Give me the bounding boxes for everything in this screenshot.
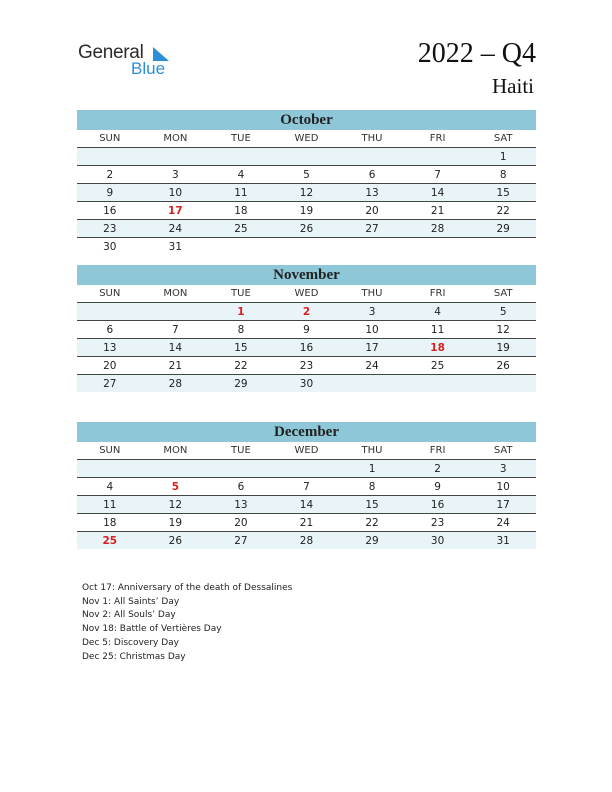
- day-cell: 2: [405, 460, 471, 478]
- generalblue-logo: [78, 40, 188, 82]
- day-cell: 21: [405, 202, 471, 220]
- day-cell: 26: [274, 220, 340, 238]
- weekday-header: SUN: [77, 130, 143, 148]
- day-cell: 8: [470, 166, 536, 184]
- day-cell: 15: [470, 184, 536, 202]
- day-cell: 9: [274, 321, 340, 339]
- weekday-row: [77, 442, 536, 460]
- weekday-header: FRI: [405, 130, 471, 148]
- week-row: [77, 532, 536, 550]
- day-cell: 23: [405, 514, 471, 532]
- day-cell: 11: [405, 321, 471, 339]
- day-cell: 15: [339, 496, 405, 514]
- weekday-header: FRI: [405, 442, 471, 460]
- day-cell: 4: [208, 166, 274, 184]
- day-cell: 20: [339, 202, 405, 220]
- day-cell: 22: [208, 357, 274, 375]
- day-cell: 20: [208, 514, 274, 532]
- day-cell: 17: [470, 496, 536, 514]
- day-cell: 26: [143, 532, 209, 550]
- day-cell: 9: [77, 184, 143, 202]
- day-cell: 23: [274, 357, 340, 375]
- weekday-row: [77, 285, 536, 303]
- day-cell: 7: [274, 478, 340, 496]
- day-cell: 16: [274, 339, 340, 357]
- week-row: [77, 303, 536, 321]
- day-cell: 17: [339, 339, 405, 357]
- week-row: [77, 478, 536, 496]
- day-cell: 16: [77, 202, 143, 220]
- day-cell: 5: [274, 166, 340, 184]
- day-cell: [208, 148, 274, 166]
- day-cell: [470, 375, 536, 393]
- week-row: [77, 166, 536, 184]
- day-cell: 23: [77, 220, 143, 238]
- day-cell: 24: [470, 514, 536, 532]
- day-cell: 22: [470, 202, 536, 220]
- weekday-header: MON: [143, 442, 209, 460]
- day-cell: [208, 238, 274, 256]
- day-cell: 21: [274, 514, 340, 532]
- day-cell: 13: [339, 184, 405, 202]
- day-cell: 19: [274, 202, 340, 220]
- day-cell: [470, 238, 536, 256]
- day-cell: 25: [405, 357, 471, 375]
- day-cell: 7: [143, 321, 209, 339]
- day-cell: 7: [405, 166, 471, 184]
- day-cell: [405, 375, 471, 393]
- day-cell: 31: [168, 240, 183, 253]
- day-cell: 30: [103, 240, 117, 253]
- day-cell: [77, 460, 143, 478]
- month-name: October: [77, 110, 536, 130]
- day-cell: [143, 460, 209, 478]
- day-cell: 28: [143, 375, 209, 393]
- day-cell: 16: [405, 496, 471, 514]
- day-cell: 10: [339, 321, 405, 339]
- day-cell: 14: [274, 496, 340, 514]
- month-name: December: [77, 422, 536, 442]
- week-row: [77, 496, 536, 514]
- day-cell: 12: [274, 184, 340, 202]
- holiday-note: Nov 1: All Saints’ Day: [82, 596, 180, 607]
- day-cell: 14: [405, 184, 471, 202]
- day-cell: 26: [470, 357, 536, 375]
- day-cell: [143, 303, 209, 321]
- weekday-header: TUE: [208, 285, 274, 303]
- day-cell: 12: [143, 496, 209, 514]
- day-cell: 4: [77, 478, 143, 496]
- weekday-header: SAT: [470, 130, 536, 148]
- day-cell: 13: [208, 496, 274, 514]
- week-row: [77, 148, 536, 166]
- month-december: [77, 422, 536, 549]
- day-cell: 2: [274, 303, 340, 321]
- day-cell: [339, 238, 405, 256]
- day-cell: 21: [143, 357, 209, 375]
- day-cell: 11: [77, 496, 143, 514]
- day-cell: 13: [77, 339, 143, 357]
- day-cell: 5: [470, 303, 536, 321]
- day-cell: 29: [470, 220, 536, 238]
- holiday-note: Oct 17: Anniversary of the death of Dessalines: [82, 583, 293, 593]
- day-cell: 22: [339, 514, 405, 532]
- day-cell: 1: [339, 460, 405, 478]
- day-cell: 18: [77, 514, 143, 532]
- day-cell: 5: [143, 478, 209, 496]
- week-row: [77, 514, 536, 532]
- day-cell: [274, 460, 340, 478]
- weekday-header: THU: [339, 442, 405, 460]
- day-cell: 10: [470, 478, 536, 496]
- day-cell: 1: [470, 148, 536, 166]
- day-cell: 19: [143, 514, 209, 532]
- day-cell: 15: [208, 339, 274, 357]
- day-cell: [77, 303, 143, 321]
- day-cell: 6: [77, 321, 143, 339]
- day-cell: 24: [143, 220, 209, 238]
- holiday-note: Nov 18: Battle of Vertières Day: [82, 624, 222, 635]
- week-row: [77, 202, 536, 220]
- day-cell: 2: [77, 166, 143, 184]
- day-cell: 8: [339, 478, 405, 496]
- logo-blue-text: Blue: [131, 59, 166, 78]
- day-cell: 18: [405, 339, 471, 357]
- weekday-header: SAT: [470, 442, 536, 460]
- month-grid: [77, 442, 536, 549]
- holiday-note: Dec 25: Christmas Day: [82, 651, 186, 662]
- day-cell: 29: [208, 375, 274, 393]
- day-cell: 18: [208, 202, 274, 220]
- month-grid: [77, 130, 536, 255]
- day-cell: [405, 238, 471, 256]
- day-cell: 27: [339, 220, 405, 238]
- day-cell: 10: [143, 184, 209, 202]
- day-cell: 4: [405, 303, 471, 321]
- day-cell: 31: [470, 532, 536, 550]
- weekday-header: TUE: [208, 130, 274, 148]
- day-cell: [208, 460, 274, 478]
- day-cell: 25: [77, 532, 143, 550]
- weekday-header: TUE: [208, 442, 274, 460]
- day-cell: 27: [77, 375, 143, 393]
- country-subtitle: Haiti: [492, 74, 534, 98]
- holiday-note: Dec 5: Discovery Day: [82, 637, 179, 648]
- weekday-header: SAT: [470, 285, 536, 303]
- day-cell: 19: [470, 339, 536, 357]
- day-cell: [77, 148, 143, 166]
- day-cell: 17: [143, 202, 209, 220]
- weekday-header: WED: [274, 442, 340, 460]
- holiday-notes: [82, 582, 292, 664]
- week-row: [77, 460, 536, 478]
- day-cell: 25: [208, 220, 274, 238]
- day-cell: [405, 148, 471, 166]
- weekday-header: SUN: [77, 442, 143, 460]
- week-row: [77, 375, 536, 393]
- day-cell: 3: [143, 166, 209, 184]
- day-cell: 9: [405, 478, 471, 496]
- weekday-header: FRI: [405, 285, 471, 303]
- day-cell: 30: [274, 375, 340, 393]
- month-name: November: [77, 265, 536, 285]
- day-cell: [274, 148, 340, 166]
- day-cell: 12: [470, 321, 536, 339]
- logo-general-text: General: [78, 42, 144, 63]
- holiday-note: Nov 2: All Souls’ Day: [82, 610, 176, 621]
- weekday-header: WED: [274, 130, 340, 148]
- day-cell: 8: [208, 321, 274, 339]
- day-cell: [339, 148, 405, 166]
- weekday-header: MON: [143, 130, 209, 148]
- day-cell: 29: [339, 532, 405, 550]
- day-cell: 3: [470, 460, 536, 478]
- day-cell: [274, 238, 340, 256]
- day-cell: 20: [77, 357, 143, 375]
- day-cell: 14: [143, 339, 209, 357]
- day-cell: 3: [339, 303, 405, 321]
- weekday-header: THU: [339, 285, 405, 303]
- day-cell: 28: [274, 532, 340, 550]
- week-row: [77, 321, 536, 339]
- week-row: [77, 184, 536, 202]
- month-grid: [77, 285, 536, 392]
- week-row: [77, 238, 536, 256]
- day-cell: 24: [339, 357, 405, 375]
- week-row: [77, 357, 536, 375]
- day-cell: 6: [208, 478, 274, 496]
- month-november: [77, 265, 536, 392]
- weekday-row: [77, 130, 536, 148]
- day-cell: 27: [208, 532, 274, 550]
- day-cell: 11: [208, 184, 274, 202]
- weekday-header: WED: [274, 285, 340, 303]
- weekday-header: MON: [143, 285, 209, 303]
- weekday-header: SUN: [77, 285, 143, 303]
- day-cell: [339, 375, 405, 393]
- day-cell: 30: [405, 532, 471, 550]
- weekday-header: THU: [339, 130, 405, 148]
- day-cell: 28: [405, 220, 471, 238]
- day-cell: [143, 148, 209, 166]
- day-cell: 6: [339, 166, 405, 184]
- week-row: [77, 339, 536, 357]
- day-cell: 1: [208, 303, 274, 321]
- page-title: 2022 – Q4: [417, 38, 536, 69]
- week-row: [77, 220, 536, 238]
- month-october: [77, 110, 536, 255]
